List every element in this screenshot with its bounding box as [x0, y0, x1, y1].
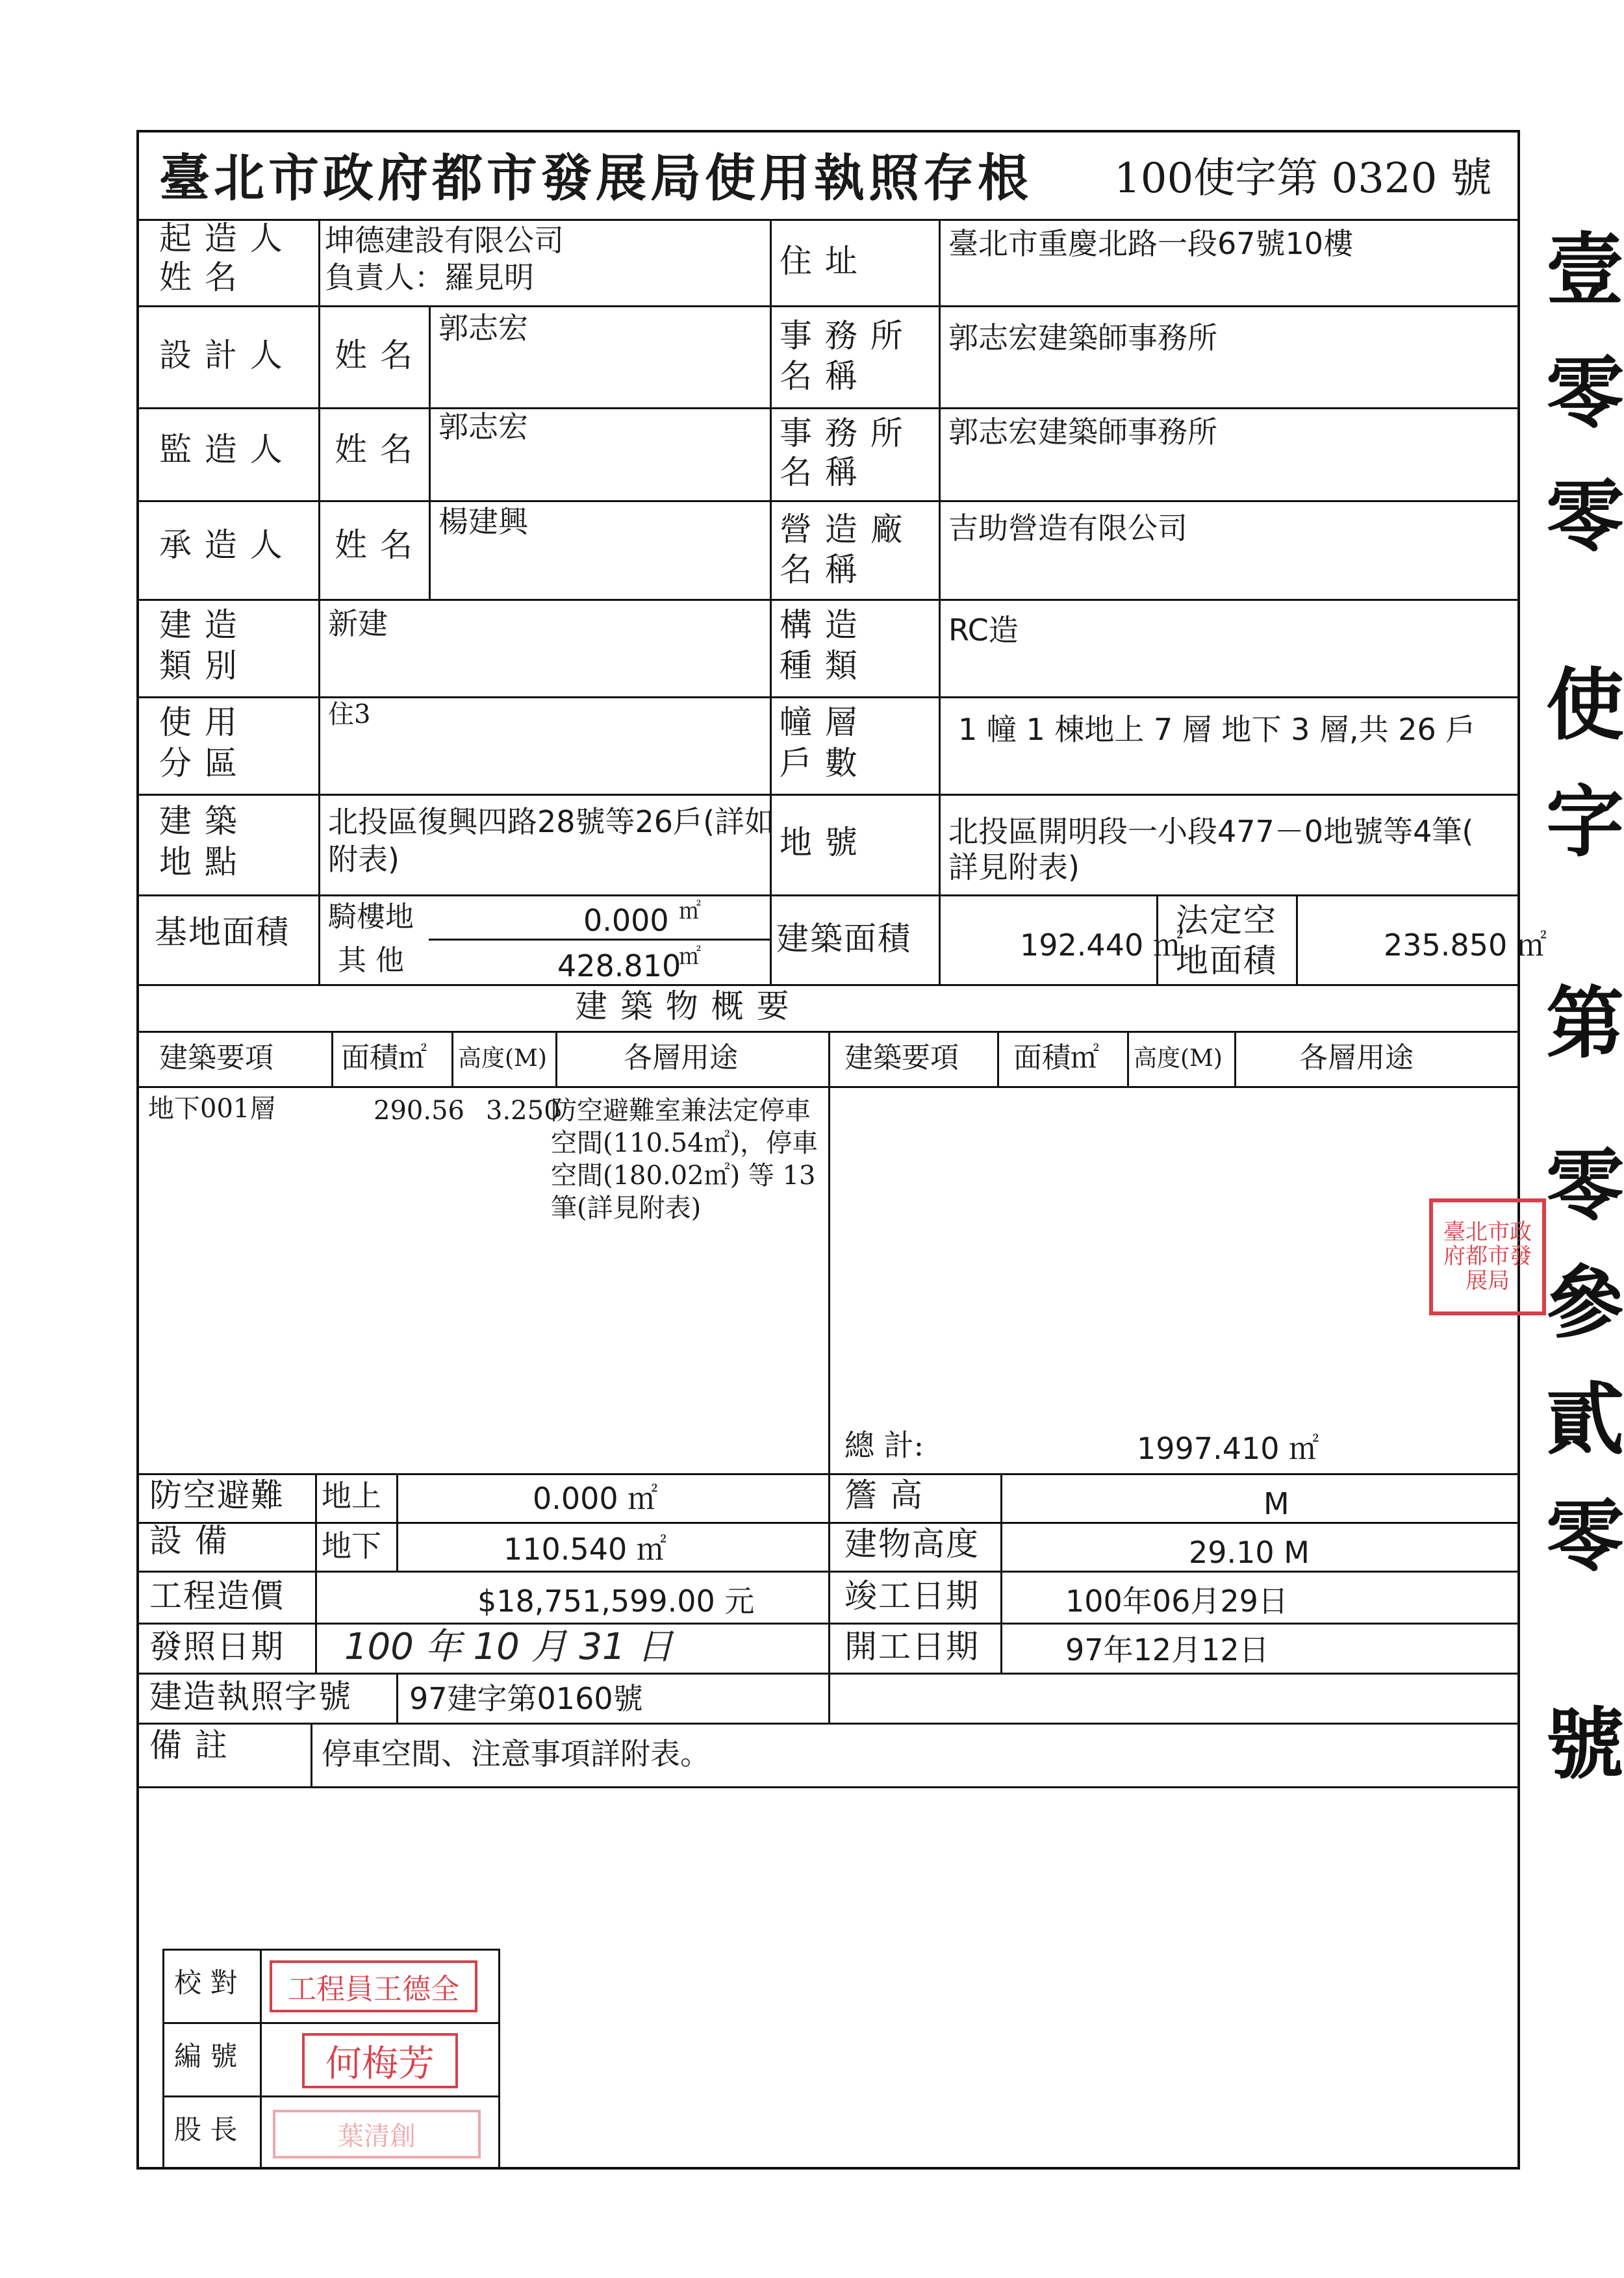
floors-value: 1 幢 1 棟地上 7 層 地下 3 層,共 26 戶 [958, 712, 1476, 747]
designer-label: 設 計 人 [159, 336, 284, 374]
signoff-check-label: 校 對 [174, 1967, 238, 1999]
build-type-label-l2: 類 別 [159, 647, 238, 685]
header-use-left: 各層用途 [624, 1041, 738, 1074]
open-space-label-l2: 地面積 [1176, 942, 1277, 980]
margin-glyph-10: 零 [1546, 1491, 1624, 1582]
stamp-numbering: 何梅芳 [302, 2033, 458, 2088]
designer-name-label: 姓 名 [335, 336, 414, 374]
floor-area: 290.56 [374, 1096, 464, 1126]
contractor-name: 楊建興 [438, 504, 528, 539]
floor-use-l1: 防空避難室兼法定停車 [551, 1096, 811, 1126]
supervisor-office-label-l2: 名 稱 [780, 453, 859, 491]
zoning-label-l1: 使 用 [159, 703, 238, 741]
lot-value-l1: 北投區開明段一小段477－0地號等4筆( [948, 814, 1474, 849]
location-value-l2: 附表) [328, 842, 400, 877]
builder-label-l1: 起 造 人 [159, 220, 284, 257]
margin-glyph-4: 使 [1546, 659, 1624, 751]
build-permit-label: 建造執照字號 [149, 1678, 352, 1715]
header-height-right: 高度(M) [1134, 1045, 1223, 1072]
designer-office-label-l2: 名 稱 [780, 357, 859, 395]
margin-glyph-9: 貳 [1546, 1374, 1624, 1465]
building-height-label: 建物高度 [844, 1525, 980, 1563]
floor-height: 3.250 [486, 1096, 561, 1126]
eave-height-value: M [1263, 1486, 1289, 1521]
structure-label-l2: 種 類 [780, 647, 859, 685]
building-height-value: 29.10 M [1189, 1535, 1310, 1570]
overview-title: 建 築 物 概 要 [575, 987, 791, 1025]
building-area-label: 建築面積 [776, 920, 911, 957]
floor-item: 地下001層 [148, 1094, 276, 1124]
contractor-label: 承 造 人 [159, 526, 284, 564]
build-permit-value: 97建字第0160號 [409, 1681, 643, 1716]
other-area-unit: ㎡ [679, 944, 701, 970]
structure-label-l1: 構 造 [780, 606, 859, 644]
completion-date-label: 竣工日期 [844, 1577, 980, 1615]
arcade-label: 騎樓地 [328, 900, 414, 933]
margin-glyph-1: 壹 [1546, 224, 1624, 316]
margin-glyph-2: 零 [1546, 348, 1624, 439]
eave-height-label: 簷 高 [844, 1476, 924, 1514]
floor-use-l4: 筆(詳見附表) [551, 1193, 702, 1223]
remarks-value: 停車空間、注意事項詳附表。 [322, 1736, 710, 1771]
contractor-office-label-l2: 名 稱 [780, 551, 859, 588]
issue-date-value: 100 年 10 月 31 日 [344, 1626, 674, 1668]
shelter-above-value: 0.000 ㎡ [533, 1481, 658, 1516]
other-area-label: 其 他 [338, 944, 404, 977]
signoff-chief-label: 股 長 [174, 2114, 238, 2145]
shelter-above-label: 地上 [322, 1478, 381, 1513]
cost-label: 工程造價 [149, 1577, 285, 1615]
contractor-office: 吉助營造有限公司 [948, 511, 1187, 546]
issue-date-label: 發照日期 [149, 1628, 285, 1665]
location-label-l1: 建 築 [159, 802, 238, 840]
start-date-label: 開工日期 [844, 1628, 980, 1665]
designer-office-label-l1: 事 務 所 [780, 317, 904, 355]
location-value-l1: 北投區復興四路28號等26戶(詳如 [328, 804, 775, 839]
site-area-label: 基地面積 [155, 913, 290, 951]
supervisor-name: 郭志宏 [438, 409, 528, 444]
location-label-l2: 地 點 [159, 843, 238, 881]
zoning-label-l2: 分 區 [159, 744, 238, 782]
stamp-chief: 葉清創 [273, 2110, 481, 2158]
supervisor-label: 監 造 人 [159, 431, 284, 468]
arcade-value: 0.000 [583, 903, 669, 938]
builder-address: 臺北市重慶北路一段67號10樓 [948, 226, 1354, 261]
total-value: 1997.410 ㎡ [1137, 1431, 1319, 1466]
open-space-label-l1: 法定空 [1176, 902, 1277, 939]
header-use-right: 各層用途 [1299, 1041, 1414, 1074]
building-area-value: 192.440 ㎡ [1020, 928, 1183, 963]
builder-label-l2: 姓 名 [159, 259, 238, 296]
margin-glyph-6: 第 [1546, 978, 1624, 1069]
lot-value-l2: 詳見附表) [948, 850, 1080, 885]
margin-glyph-8: 參 [1546, 1257, 1624, 1348]
margin-glyph-5: 字 [1546, 776, 1624, 868]
header-height-left: 高度(M) [458, 1045, 547, 1072]
floors-label-l1: 幢 層 [780, 703, 859, 741]
arcade-unit: ㎡ [679, 898, 701, 924]
contractor-name-label: 姓 名 [335, 526, 414, 564]
build-type-value: 新建 [328, 606, 388, 641]
supervisor-office-label-l1: 事 務 所 [780, 414, 904, 452]
floors-label-l2: 戶 數 [780, 744, 859, 782]
structure-value: RC造 [948, 613, 1019, 648]
address-label: 住 址 [780, 242, 859, 280]
permit-number: 100使字第 0320 號 [1114, 155, 1492, 203]
margin-glyph-11: 號 [1546, 1699, 1624, 1790]
lot-label: 地 號 [780, 824, 859, 861]
shelter-label-l1: 防空避難 [149, 1476, 285, 1514]
form-title: 臺北市政府都市發展局使用執照存根 [159, 149, 1033, 208]
designer-office: 郭志宏建築師事務所 [948, 320, 1217, 355]
zoning-value: 住3 [328, 700, 371, 729]
total-label: 總 計: [844, 1428, 924, 1463]
margin-glyph-3: 零 [1546, 471, 1624, 563]
completion-date-value: 100年06月29日 [1065, 1584, 1288, 1619]
shelter-label-l2: 設 備 [149, 1522, 229, 1560]
header-item-right: 建築要項 [844, 1041, 959, 1074]
signoff-number-label: 編 號 [174, 2040, 238, 2072]
supervisor-office: 郭志宏建築師事務所 [948, 414, 1217, 449]
margin-glyph-7: 零 [1546, 1140, 1624, 1232]
other-area-value: 428.810 [557, 948, 681, 983]
shelter-below-label: 地下 [322, 1528, 381, 1563]
header-item-left: 建築要項 [159, 1041, 273, 1074]
cost-value: $18,751,599.00 元 [477, 1584, 755, 1619]
shelter-below-value: 110.540 ㎡ [503, 1532, 666, 1567]
header-area-right: 面積㎡ [1013, 1041, 1099, 1074]
stamp-engineer: 工程員王德全 [270, 1960, 477, 2012]
build-type-label-l1: 建 造 [159, 606, 238, 644]
open-space-value: 235.850 ㎡ [1384, 928, 1547, 963]
builder-company: 坤德建設有限公司 [325, 223, 564, 258]
floor-use-l2: 空間(110.54㎡)，停車 [551, 1128, 818, 1158]
floor-use-l3: 空間(180.02㎡) 等 13 [551, 1161, 816, 1191]
designer-name: 郭志宏 [438, 310, 528, 346]
official-seal: 臺北市政府都市發展局 [1429, 1198, 1546, 1315]
supervisor-name-label: 姓 名 [335, 431, 414, 468]
remarks-label: 備 註 [149, 1727, 229, 1764]
contractor-office-label-l1: 營 造 廠 [780, 511, 904, 548]
builder-rep: 負責人：羅見明 [325, 260, 534, 295]
header-area-left: 面積㎡ [341, 1041, 427, 1074]
start-date-value: 97年12月12日 [1065, 1632, 1269, 1667]
